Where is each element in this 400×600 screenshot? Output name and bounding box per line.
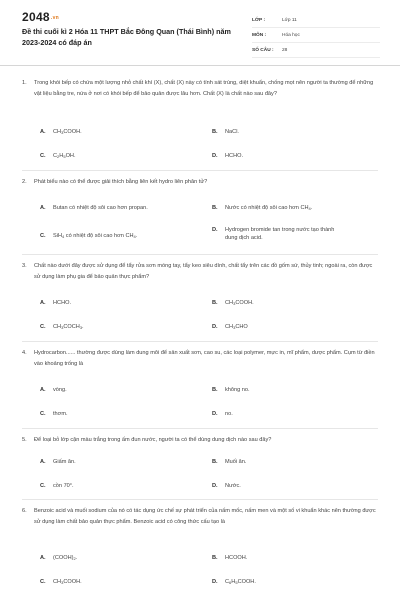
option-text: không no. [225,387,250,393]
option-text: Muối ăn. [225,459,247,465]
option-letter: B. [212,129,218,135]
logo-text: 2048 [22,10,50,24]
option-letter: D. [212,483,218,489]
meta-value: Lớp 11 [282,17,297,23]
option-letter: C. [40,411,46,417]
question-divider [22,254,378,255]
option-a[interactable] [40,299,173,307]
exam-title: Đề thi cuối kì 2 Hóa 11 THPT Bắc Đông Quan (Thái Bình) năm 2023-2024 có đáp án [22,27,231,47]
option-letter: C. [40,483,46,489]
page-header [0,0,400,66]
option-text: $C_6H_5COOH$. [225,579,256,585]
question-number: 6. [22,508,27,514]
meta-row-subject [252,28,380,43]
option-text: $CH_3COOH$. [225,300,254,306]
question-text: Benzoic acid và muối sodium của nó có tác dụng ức chế sự phát triển của nấm mốc, nấm men và một số vi khuẩn khác nên thường được sử dụng làm chất bảo quản thực phẩm. Benzoic acid có công thức cấu tạo là [34,508,376,525]
option-letter: B. [212,300,218,306]
question-text: Trong khói bếp có chứa một lượng nhỏ chất khí (X), chất (X) này có tính sát trùng, diệt khuẩn, chống mọt nên người ta thường để những vật liệu bằng tre, nứa ở nơi có khói bếp để bảo quản được lâu hơn. Chất (X) là chất nào sau đây? [34,80,374,97]
question-number: 2. [22,179,27,185]
option-text: $C_2H_5OH$. [53,153,76,159]
option-letter: C. [40,579,46,585]
meta-row-class [252,13,380,28]
question-4 [22,348,378,369]
option-letter: B. [212,555,218,561]
option-text: Butan có nhiệt độ sôi cao hơn propan. [53,205,148,211]
option-text: vòng. [53,387,67,393]
question-number: 5. [22,437,27,443]
option-letter: C. [40,153,46,159]
option-c[interactable] [40,410,173,418]
question-text: Phát biểu nào có thể được giải thích bằng liên kết hydro liên phân tử? [34,179,208,185]
question-6 [22,506,378,527]
option-b[interactable] [212,386,345,394]
option-letter: B. [212,205,218,211]
option-text: $CH_3COOH$. [53,579,82,585]
option-a[interactable] [40,128,173,137]
meta-key: LỚP : [252,17,266,23]
option-c[interactable] [40,323,173,332]
option-text: $CH_3CHO$ [225,324,248,330]
option-d[interactable] [212,226,335,242]
option-d[interactable] [212,482,345,490]
option-letter: A. [40,555,46,561]
option-b[interactable] [212,128,345,136]
option-letter: B. [212,459,218,465]
option-letter: B. [212,387,218,393]
logo-suffix: .vn [50,15,60,21]
option-c[interactable] [40,482,173,490]
option-b[interactable] [212,299,345,308]
option-letter: D. [212,411,218,417]
option-d[interactable] [212,152,345,160]
question-number: 3. [22,263,27,269]
exam-meta [252,13,380,58]
question-number: 1. [22,80,27,86]
question-divider [22,428,378,429]
question-text: Chất nào dưới đây được sử dụng để tẩy rửa sơn móng tay, tẩy keo siêu dính, chất tẩy trên các đồ gốm sứ, thủy tinh; ngoài ra, còn được sử dụng làm phụ gia để bảo quản thực phẩm? [34,263,373,280]
meta-key: SỐ CÂU : [252,47,274,53]
option-c[interactable] [40,232,203,241]
question-text: Hydrocarbon...... thường được dùng làm dung môi để sản xuất sơn, cao su, các loại polymer, mực in, mĩ phẩm, dược phẩm. Cụm từ điền vào khoảng trống là [34,350,375,367]
option-letter: C. [40,233,46,239]
question-divider [22,341,378,342]
option-text: NaCl. [225,129,239,135]
option-letter: A. [40,459,46,465]
question-number: 4. [22,350,27,356]
option-text: no. [225,411,233,417]
option-letter: A. [40,387,46,393]
option-a[interactable] [40,386,173,394]
option-b[interactable] [212,204,375,213]
option-text: $CH_3COCH_3$. [53,324,84,330]
question-3 [22,261,378,282]
option-text: Nước có nhiệt độ sôi cao hơn $CH_4$. [225,205,313,211]
option-text: Hydrogen bromide tan trong nước tạo thành dung dịch acid. [225,227,335,241]
option-text: $(COOH)_2$. [53,555,78,561]
option-text: Nước. [225,483,241,489]
option-text: thơm. [53,411,68,417]
option-a[interactable] [40,204,203,212]
option-text: $CH_3COOH$. [53,129,82,135]
question-divider [22,499,378,500]
option-letter: D. [212,324,218,330]
option-text: SiH$_4$ có nhiệt độ sôi cao hơn $CH_4$. [53,233,138,239]
meta-key: MÔN : [252,32,267,38]
option-letter: A. [40,205,46,211]
option-b[interactable] [212,458,345,466]
question-1 [22,78,378,99]
option-a[interactable] [40,458,173,466]
option-b[interactable] [212,554,345,562]
option-text: cồn 70°. [53,483,74,489]
option-letter: A. [40,129,46,135]
meta-value: 28 [282,47,288,53]
option-c[interactable] [40,578,173,587]
option-letter: D. [212,153,218,159]
option-d[interactable] [212,578,345,587]
option-d[interactable] [212,323,345,332]
option-a[interactable] [40,554,173,563]
meta-value: Hóa học [282,32,300,38]
site-logo[interactable] [22,10,59,24]
option-letter: C. [40,324,46,330]
meta-row-count [252,43,380,58]
question-2 [22,177,378,188]
option-c[interactable] [40,152,173,161]
option-letter: D. [212,227,218,233]
option-letter: D. [212,579,218,585]
option-text: HCHO. [53,300,72,306]
option-letter: A. [40,300,46,306]
option-text: HCHO. [225,153,244,159]
option-text: Giấm ăn. [53,459,76,465]
option-d[interactable] [212,410,345,418]
question-5 [22,435,378,446]
option-text: HCOOH. [225,555,248,561]
question-divider [22,170,378,171]
question-text: Để loại bỏ lớp cặn màu trắng trong ấm đun nước, người ta có thể dùng dung dịch nào sau đây? [34,437,272,443]
